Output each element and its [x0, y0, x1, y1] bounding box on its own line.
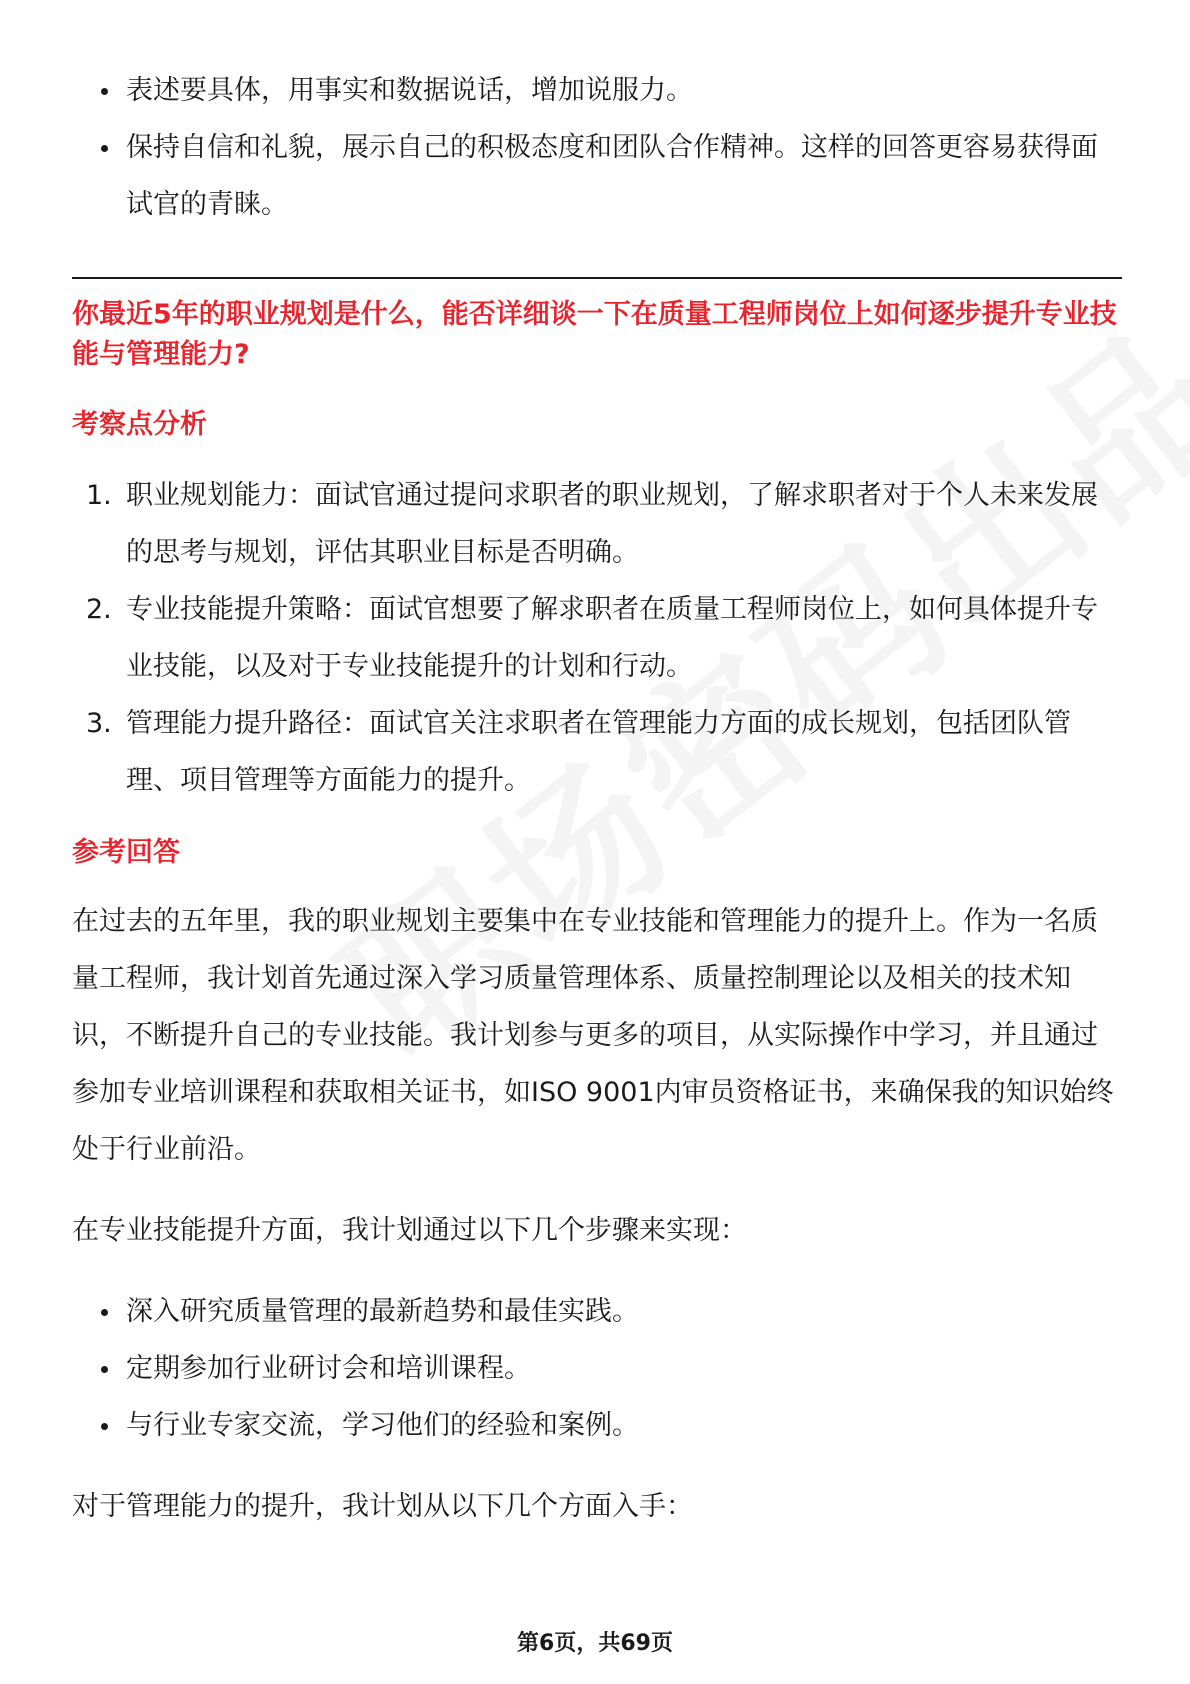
list-item-text: 职业规划能力：面试官通过提问求职者的职业规划，了解求职者对于个人未来发展的思考与规划，评估其职业目标是否明确。	[126, 480, 1098, 568]
list-item: 保持自信和礼貌，展示自己的积极态度和团队合作精神。这样的回答更容易获得面试官的青睐。	[72, 119, 1122, 233]
list-number: 3.	[86, 708, 112, 739]
section-divider	[72, 277, 1122, 279]
list-item: 表述要具体，用事实和数据说话，增加说服力。	[72, 62, 1122, 119]
list-item	[72, 581, 1122, 695]
list-item	[72, 467, 1122, 581]
analysis-list	[72, 467, 1122, 809]
analysis-title: 考察点分析	[72, 409, 207, 440]
top-bullet-list	[72, 62, 1122, 233]
answer-paragraph: 对于管理能力的提升，我计划从以下几个方面入手：	[72, 1491, 693, 1522]
question-heading: 你最近5年的职业规划是什么，能否详细谈一下在质量工程师岗位上如何逐步提升专业技能与管理能力?	[72, 299, 1117, 370]
list-number: 2.	[86, 594, 112, 625]
list-item: 深入研究质量管理的最新趋势和最佳实践。	[72, 1283, 1122, 1340]
skill-bullet-list	[72, 1283, 1122, 1454]
page-footer: 第6页，共69页	[517, 1631, 673, 1656]
answer-paragraph: 在专业技能提升方面，我计划通过以下几个步骤来实现：	[72, 1215, 747, 1246]
list-number: 1.	[86, 480, 112, 511]
answer-paragraph: 在过去的五年里，我的职业规划主要集中在专业技能和管理能力的提升上。作为一名质量工程师，我计划首先通过深入学习质量管理体系、质量控制理论以及相关的技术知识，不断提升自己的专业技能。我计划参与更多的项目，从实际操作中学习，并且通过参加专业培训课程和获取相关证书，如ISO 9001内审员资格证书，来确保我的知识始终处于行业前沿。	[72, 906, 1114, 1165]
list-item: 与行业专家交流，学习他们的经验和案例。	[72, 1397, 1122, 1454]
page-content	[72, 62, 1122, 1535]
list-item: 定期参加行业研讨会和培训课程。	[72, 1340, 1122, 1397]
list-item-text: 管理能力提升路径：面试官关注求职者在管理能力方面的成长规划，包括团队管理、项目管理等方面能力的提升。	[126, 708, 1071, 796]
list-item	[72, 695, 1122, 809]
answer-title: 参考回答	[72, 837, 180, 868]
list-item-text: 专业技能提升策略：面试官想要了解求职者在质量工程师岗位上，如何具体提升专业技能，以及对于专业技能提升的计划和行动。	[126, 594, 1098, 682]
